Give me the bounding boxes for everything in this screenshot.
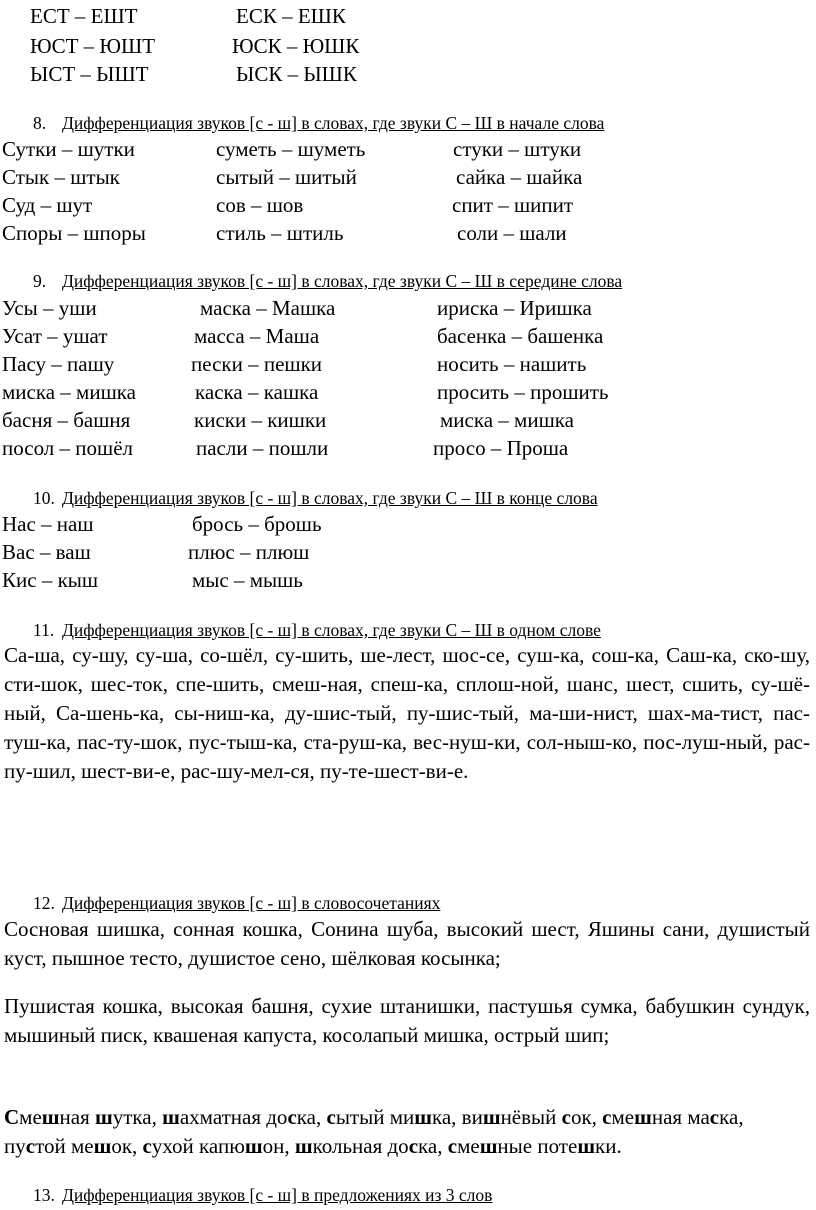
highlighted-letter: с [602,1105,612,1129]
highlighted-letter: с [326,1105,336,1129]
word-cell: сов – шов [216,193,304,217]
section-title: Дифференциация звуков [с - ш] в словах, где звуки С – Ш в середине слова [62,271,623,291]
word-cell: спит – шипит [452,193,574,217]
text-segment: ные поте [497,1134,578,1158]
word-cell: Кис – кыш [2,568,99,592]
word-cell: каска – кашка [195,380,319,404]
highlighted-letter: ш [41,1105,60,1129]
highlighted-letter: ш [294,1134,313,1158]
highlighted-letter: с [447,1134,458,1158]
word-cell: ириска – Иришка [437,296,592,320]
text-segment: ная ма [651,1105,710,1129]
word-cell: Суд – шут [2,193,93,217]
highlighted-letter: с [287,1105,297,1129]
section-title: Дифференциация звуков [с - ш] в словосочетаниях [62,893,441,913]
highlighted-letter: с [709,1105,720,1129]
section-title: Дифференциация звуков [с - ш] в словах, где звуки С – Ш в одном слове [62,620,601,640]
word-cell: стуки – штуки [453,137,582,161]
highlighted-letter: с [142,1134,152,1158]
word-cell: стиль – штиль [216,221,344,245]
pair-cell: ЕСК – ЕШК [236,4,346,28]
text-segment: ме [611,1105,635,1129]
text-segment: ме [19,1105,42,1129]
highlighted-letter: ш [244,1134,263,1158]
text-segment: ка, пу [4,1105,744,1158]
highlighted-letter: С [4,1105,20,1129]
text-segment: утка, [112,1105,163,1129]
highlighted-letter: с [408,1134,419,1158]
section-number: 8. [33,113,47,133]
text-segment: той ме [35,1134,94,1158]
word-cell: Стык – штык [2,165,120,189]
phrase-paragraph-2: Пушистая кошка, высокая башня, сухие штанишки, пастушья сумка, бабушкин сундук, мышиный писк, квашеная капуста, косолапый мишка, острый шип; [4,994,810,1047]
section-title: Дифференциация звуков [с - ш] в предложениях из 3 слов [62,1185,493,1205]
text-segment: ная [59,1105,95,1129]
highlighted-letter: ш [482,1105,501,1129]
pair-cell: ЕСТ – ЕШТ [30,4,138,28]
text-segment: ок, [570,1105,603,1129]
word-cell: басенка – башенка [437,324,604,348]
section-number: 11. [33,620,55,640]
pair-cell: ЫСТ – ЫШТ [30,62,149,86]
word-cell: киски – кишки [194,408,327,432]
word-cell: Усы – уши [2,296,97,320]
pair-cell: ЮСК – ЮШК [232,34,360,58]
text-segment: кольная до [312,1134,409,1158]
text-segment: он, [262,1134,295,1158]
phrase-paragraph-3 [4,1103,810,1161]
text-segment: ме [457,1134,480,1158]
highlighted-letter: ш [414,1105,432,1129]
text-segment: нёвый [500,1105,562,1129]
word-cell: просо – Проша [433,436,569,460]
word-cell: миска – мишка [2,380,136,404]
text-segment: ухой капю [151,1134,245,1158]
section-title: Дифференциация звуков [с - ш] в словах, где звуки С – Ш в начале слова [62,113,605,133]
word-cell: Усат – ушат [2,324,108,348]
word-cell: плюс – плюш [188,540,310,564]
word-cell: посол – пошёл [2,436,133,460]
word-cell: носить – нашить [437,352,587,376]
word-cell: Вас – ваш [2,540,91,564]
word-cell: Пасу – пашу [2,352,115,376]
word-cell: басня – башня [2,408,131,432]
syllable-paragraph: Са-ша, су-шу, су-ша, со-шёл, су-шить, ше-лест, шос-се, суш-ка, сош-ка, Саш-ка, ско-шу, сти-шок, шес-ток, спе-шить, смеш-ная, спеш-ка, сплош-ной, шанс, шест, сшить, су-шё-ный, Са-шень-ка, сы-ниш-ка, ду-шис-тый, пу-шис-тый, ма-ши-нист, шах-ма-тист, пас-туш-ка, пас-ту-шок, пус-тыш-ка, ста-руш-ка, вес-нуш-ки, сол-ныш-ко, пос-луш-ный, рас-пу-шил, шест-ви-е, рас-шу-мел-ся, пу-те-шест-ви-е. [4,643,810,783]
text-segment: ка, [296,1105,327,1129]
highlighted-letter: с [25,1134,36,1158]
section-number: 9. [33,271,47,291]
highlighted-letter: ш [93,1134,112,1158]
phrase-paragraph-1: Сосновая шишка, сонная кошка, Сонина шуба, высокий шест, Яшины сани, душистый куст, пышное тесто, душистое сено, шёлковая косынка; [4,917,810,970]
word-cell: суметь – шуметь [216,137,366,161]
word-cell: просить – прошить [437,380,609,404]
text-segment: ахматная до [179,1105,288,1129]
highlighted-letter: ш [577,1134,596,1158]
section-number: 12. [33,893,55,913]
text-segment: ки. [595,1134,622,1158]
word-cell: сытый – шитый [216,165,357,189]
pair-cell: ЫСК – ЫШК [236,62,357,86]
word-cell: пасли – пошли [196,436,329,460]
section-number: 10. [33,488,55,508]
word-cell: миска – мишка [440,408,574,432]
highlighted-letter: ш [634,1105,652,1129]
section-number: 13. [33,1185,55,1205]
word-cell: соли – шали [457,221,567,245]
highlighted-letter: с [561,1105,571,1129]
word-cell: сайка – шайка [456,165,583,189]
word-cell: брось – брошь [192,512,322,536]
word-cell: Нас – наш [2,512,94,536]
highlighted-letter: ш [479,1134,498,1158]
text-segment: ка, ви [431,1105,483,1129]
text-segment: ытый ми [335,1105,415,1129]
word-cell: Сутки – шутки [2,137,135,161]
pair-cell: ЮСТ – ЮШТ [30,34,156,58]
highlighted-letter: ш [95,1105,113,1129]
word-cell: мыс – мышь [192,568,303,592]
highlighted-letter: ш [162,1105,180,1129]
word-cell: Споры – шпоры [2,221,146,245]
word-cell: масса – Маша [194,324,320,348]
section-title: Дифференциация звуков [с - ш] в словах, где звуки С – Ш в конце слова [62,488,598,508]
word-cell: пески – пешки [191,352,323,376]
text-segment: ок, [111,1134,143,1158]
word-cell: маска – Машка [200,296,336,320]
text-segment: ка, [418,1134,448,1158]
